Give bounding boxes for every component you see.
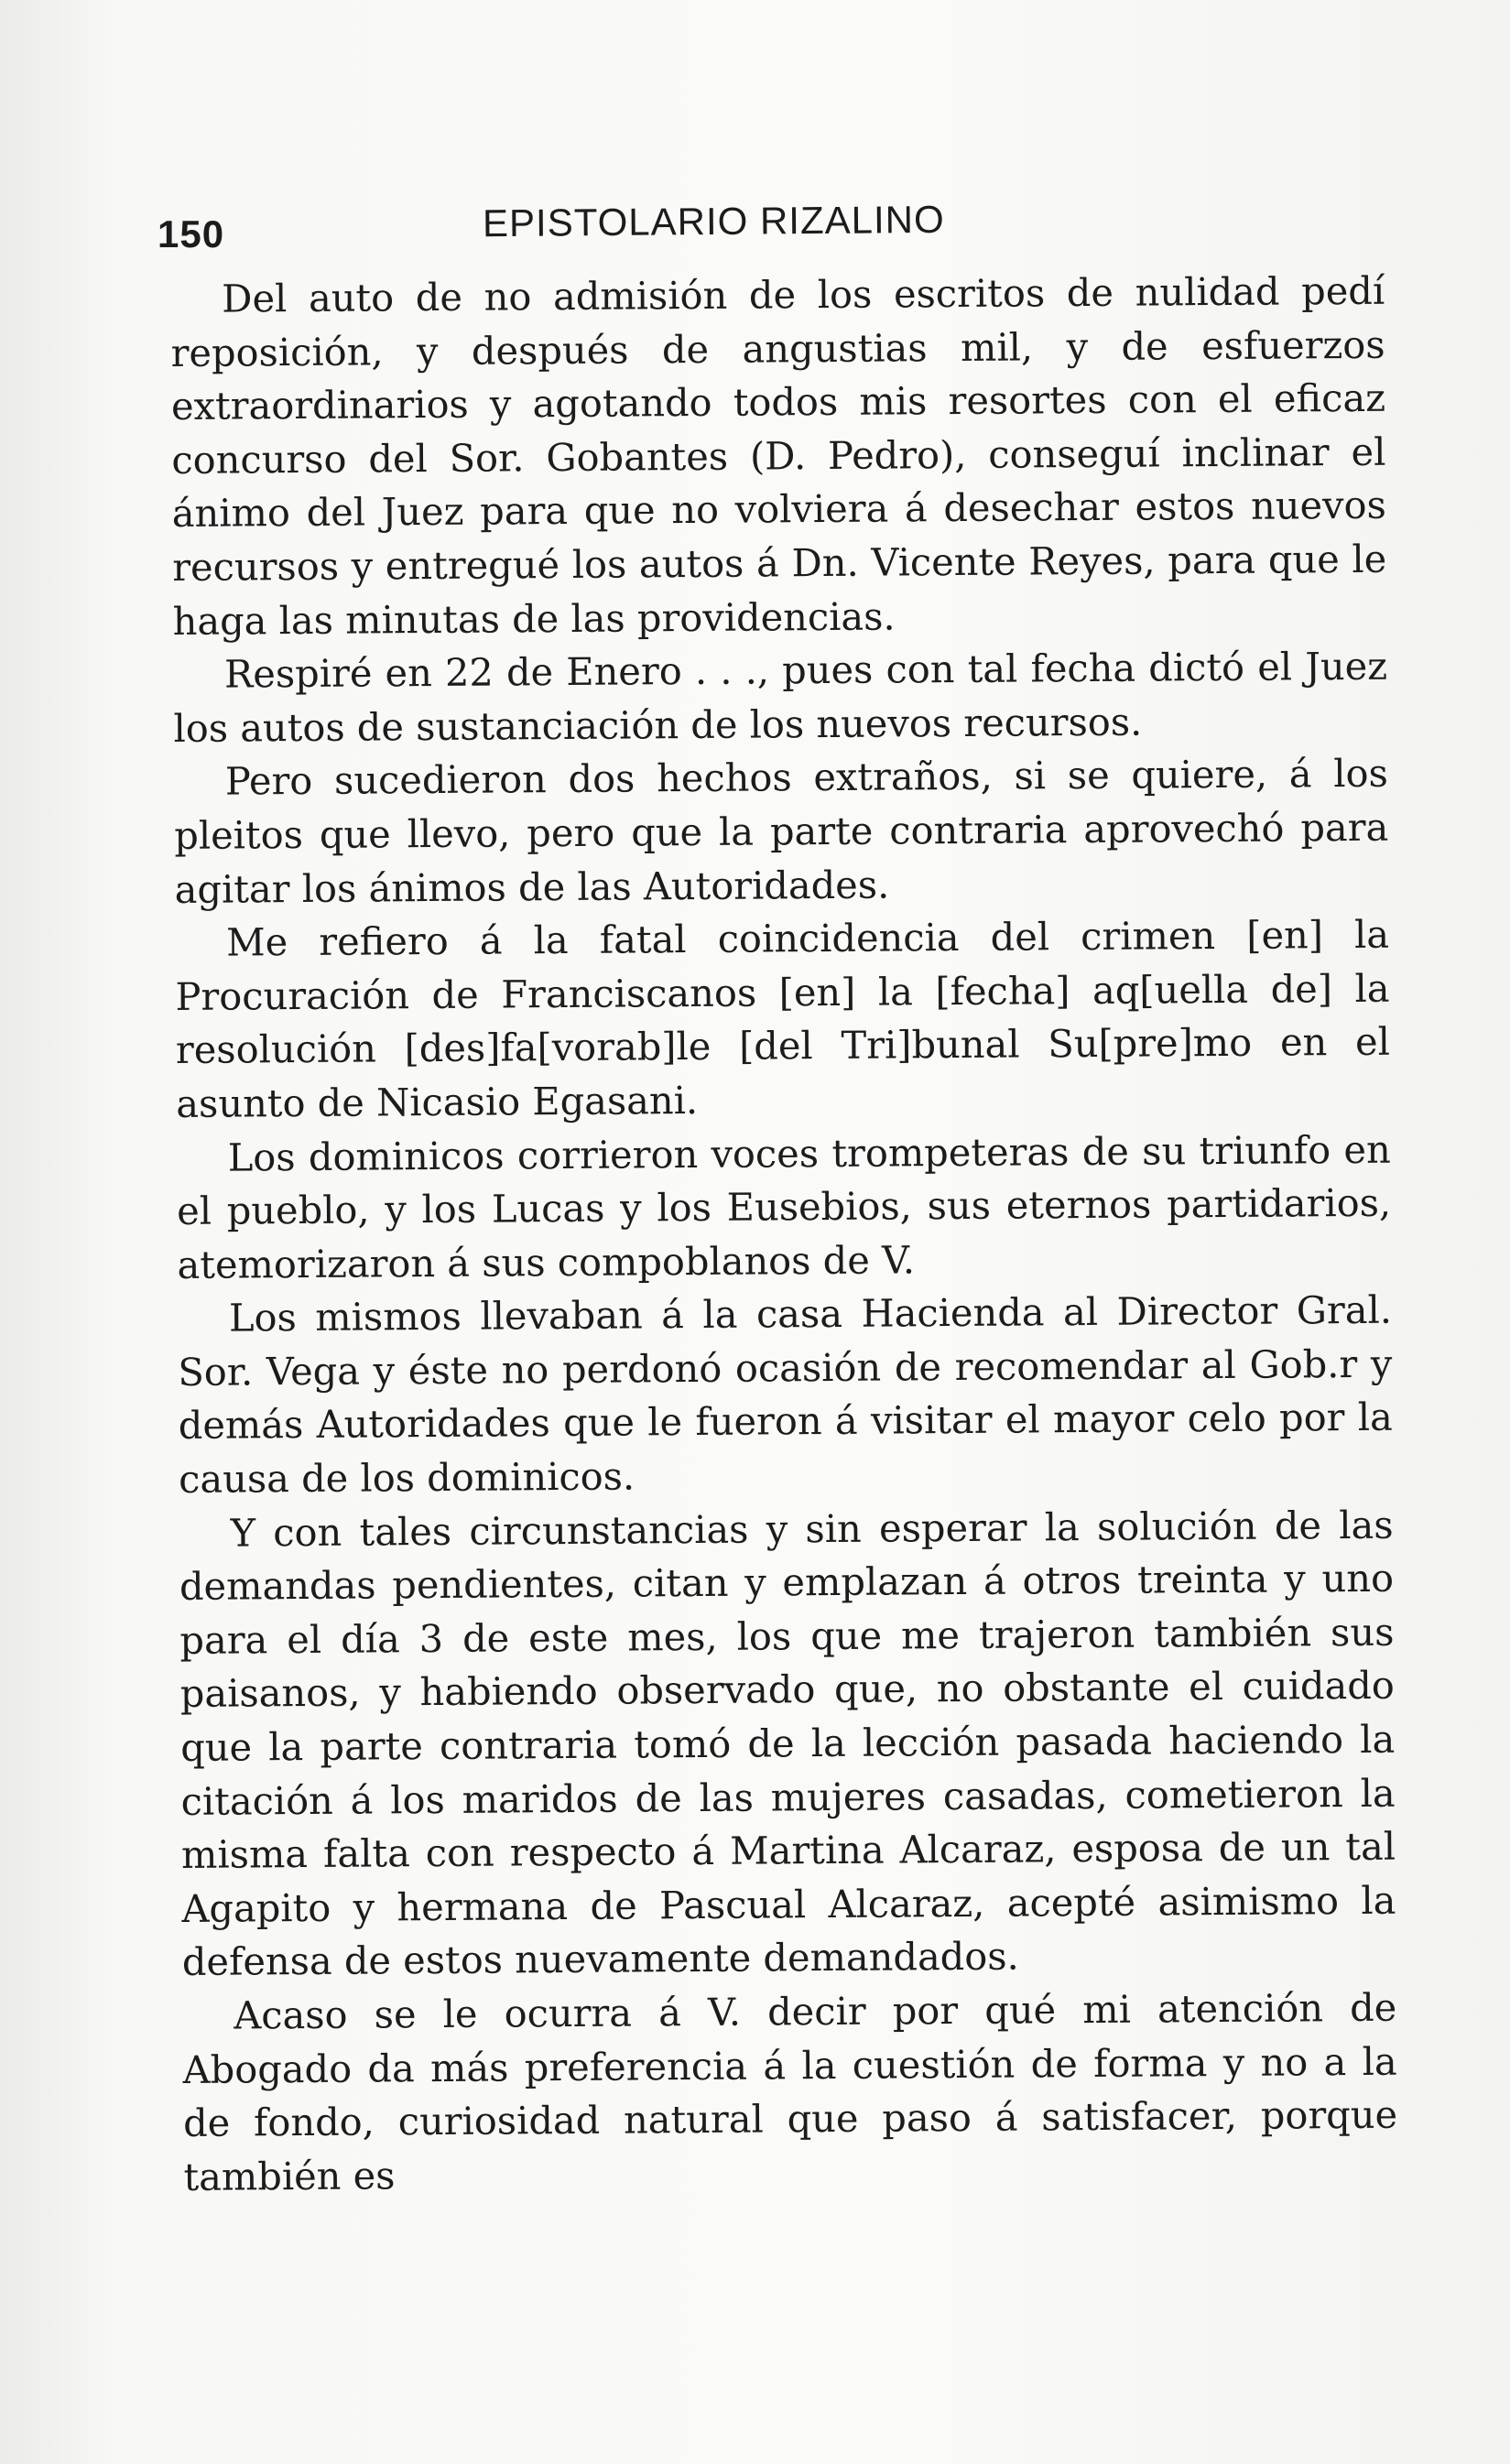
paragraph: Pero sucedieron dos hechos extraños, si se quiere, á los pleitos que llevo, pero que la parte contraria aprovechó para agitar los ánimos de las Autoridades. [174,751,1389,912]
running-title: EPISTOLARIO RIZALINO [482,197,945,245]
paragraph: Acaso se le ocurra á V. decir por qué mi atención de Abogado da más preferencia á la cuestión de forma y no a la de fondo, curiosidad natural que paso á satisfacer, porque también es [182,1984,1398,2199]
body-text [170,265,1398,2205]
paragraph: Los dominicos corrieron voces trompeteras de su triunfo en el pueblo, y los Lucas y los Eusebios, sus eternos partidarios, atemorizaron á sus compoblanos de V. [176,1126,1392,1287]
paragraph: Respiré en 22 de Enero . . ., pues con tal fecha dictó el Juez los autos de sustanciación de los nuevos recursos. [173,643,1388,751]
paragraph: Los mismos llevaban á la casa Hacienda al Director Gral. Sor. Vega y éste no perdonó ocasión de recomendar al Gob.r y demás Autoridades que le fueron á visitar el mayor celo por la causa de los dominicos. [178,1286,1393,1503]
paragraph: Me refiero á la fatal coincidencia del crimen [en] la Procuración de Franciscanos [en] la [fecha] aq[uella de] la resolución [des]fa[vorab]le [del Tri]bunal Su[pre]mo en el asunto de Nicasio Egasani. [175,911,1391,1126]
paragraph: Y con tales circunstancias y sin esperar la solución de las demandas pendientes, citan y emplazan á otros treinta y uno para el día 3 de este mes, los que me trajeron también sus paisanos, y habiendo observado que, no obstante el cuidado que la parte contraria tomó de la lección pasada haciendo la citación á los maridos de las mujeres casadas, cometieron la misma falta con respecto á Martina Alcaraz, esposa de un tal Agapito y hermana de Pascual Alcaraz, acepté asimismo la defensa de estos nuevamente demandados. [179,1502,1396,1985]
page-header [158,192,1385,256]
page-number: 150 [158,212,225,255]
paragraph: Del auto de no admisión de los escritos de nulidad pedí reposición, y después de angustias mil, y de esfuerzos extraordinarios y agotando todos mis resortes con el eficaz concurso del Sor. Gobantes (D. Pedro), conseguí inclinar el ánimo del Juez para que no volviera á desechar estos nuevos recursos y entregué los autos á Dn. Vicente Reyes, para que le haga las minutas de las providencias. [170,267,1387,644]
